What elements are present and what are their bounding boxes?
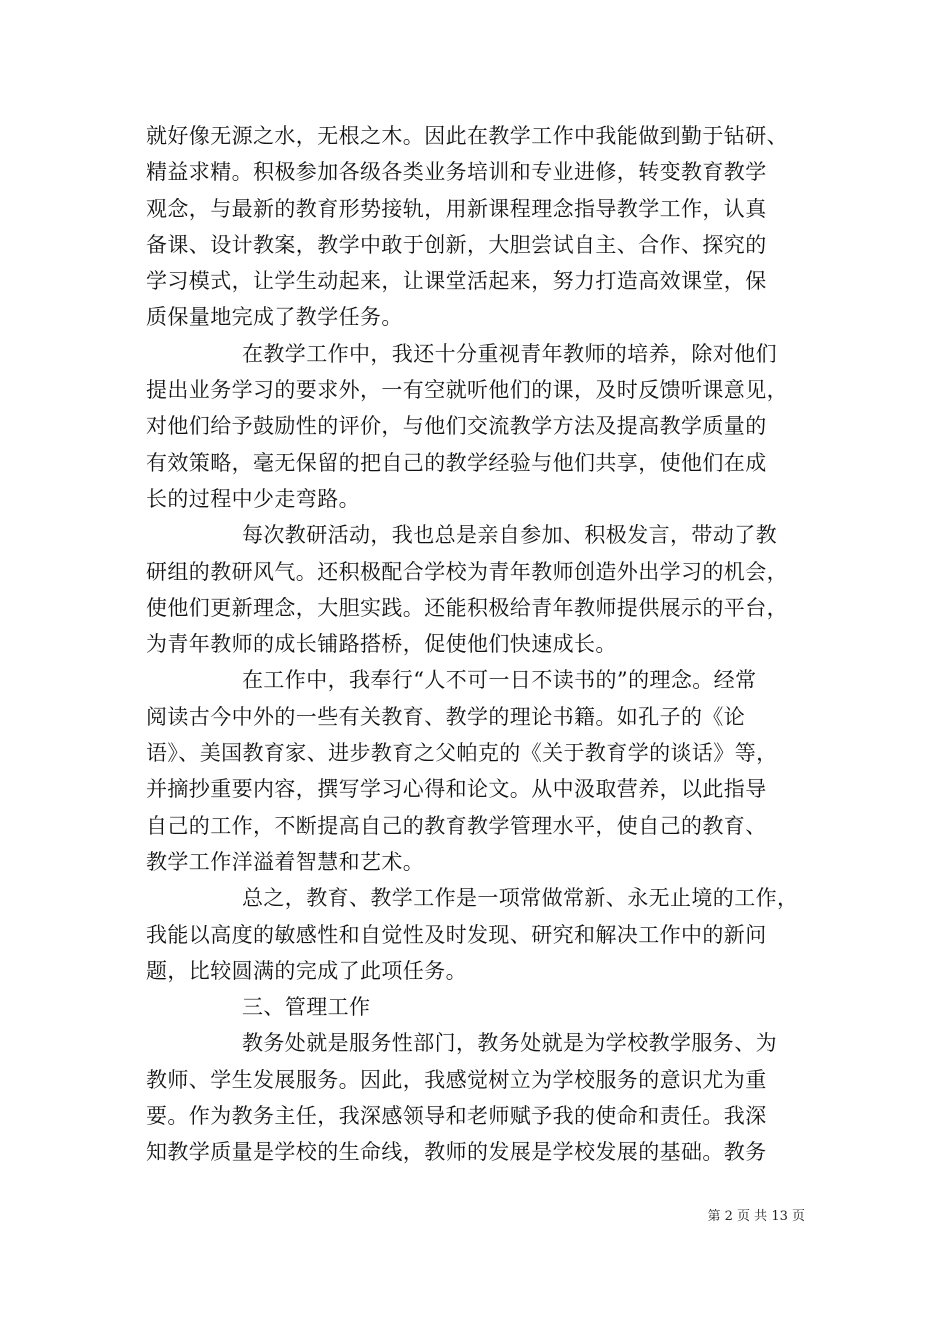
text-line: 研组的教研风气。还积极配合学校为青年教师创造外出学习的机会， <box>146 559 788 584</box>
text-line: 精益求精。积极参加各级各类业务培训和专业进修，转变教育教学 <box>146 160 767 185</box>
text-line: 有效策略，毫无保留的把自己的教学经验与他们共享，使他们在成 <box>146 450 767 475</box>
paragraph-first-line: 教务处就是服务性部门，教务处就是为学校教学服务、为 <box>242 1031 777 1056</box>
document-body <box>146 118 818 1171</box>
text-line: 并摘抄重要内容，撰写学习心得和论文。从中汲取营养，以此指导 <box>146 777 767 802</box>
page-number: 第 2 页 共 13 页 <box>707 1209 805 1224</box>
text-line: 对他们给予鼓励性的评价，与他们交流教学方法及提高教学质量的 <box>146 414 767 439</box>
paragraph-first-line: 在教学工作中，我还十分重视青年教师的培养，除对他们 <box>242 341 777 366</box>
text-line: 自己的工作，不断提高自己的教育教学管理水平，使自己的教育、 <box>146 813 767 838</box>
text-line: 教学工作洋溢着智慧和艺术。 <box>146 849 425 874</box>
text-line: 阅读古今中外的一些有关教育、教学的理论书籍。如孔子的《论 <box>146 704 746 729</box>
text-line: 观念，与最新的教育形势接轨，用新课程理念指导教学工作，认真 <box>146 196 767 221</box>
text-line: 长的过程中少走弯路。 <box>146 486 360 511</box>
text-line: 就好像无源之水，无根之木。因此在教学工作中我能做到勤于钻研、 <box>146 124 788 148</box>
text-line: 使他们更新理念，大胆实践。还能积极给青年教师提供展示的平台， <box>146 595 788 620</box>
text-line: 要。作为教务主任，我深感领导和老师赋予我的使命和责任。我深 <box>146 1104 767 1129</box>
paragraph-first-line: 每次教研活动，我也总是亲自参加、积极发言，带动了教 <box>242 523 777 548</box>
text-line: 知教学质量是学校的生命线，教师的发展是学校发展的基础。教务 <box>146 1140 767 1165</box>
text-line: 教师、学生发展服务。因此，我感觉树立为学校服务的意识尤为重 <box>146 1067 767 1092</box>
text-line: 我能以高度的敏感性和自觉性及时发现、研究和解决工作中的新问 <box>146 922 767 947</box>
text-line: 质保量地完成了教学任务。 <box>146 305 403 330</box>
text-line: 提出业务学习的要求外，一有空就听他们的课，及时反馈听课意见， <box>146 378 788 403</box>
section-heading: 三、管理工作 <box>242 995 371 1020</box>
text-line: 语》、美国教育家、进步教育之父帕克的《关于教育学的谈话》等， <box>146 741 778 766</box>
paragraph-first-line: 在工作中，我奉行“人不可一日不读书的”的理念。经常 <box>242 668 757 693</box>
text-line: 为青年教师的成长铺路搭桥，促使他们快速成长。 <box>146 632 617 657</box>
text-line: 备课、设计教案，教学中敢于创新，大胆尝试自主、合作、探究的 <box>146 232 767 257</box>
text-line: 学习模式，让学生动起来，让课堂活起来，努力打造高效课堂，保 <box>146 269 767 294</box>
text-line: 题，比较圆满的完成了此项任务。 <box>146 958 467 983</box>
paragraph-first-line: 总之，教育、教学工作是一项常做常新、永无止境的工作， <box>242 886 799 911</box>
